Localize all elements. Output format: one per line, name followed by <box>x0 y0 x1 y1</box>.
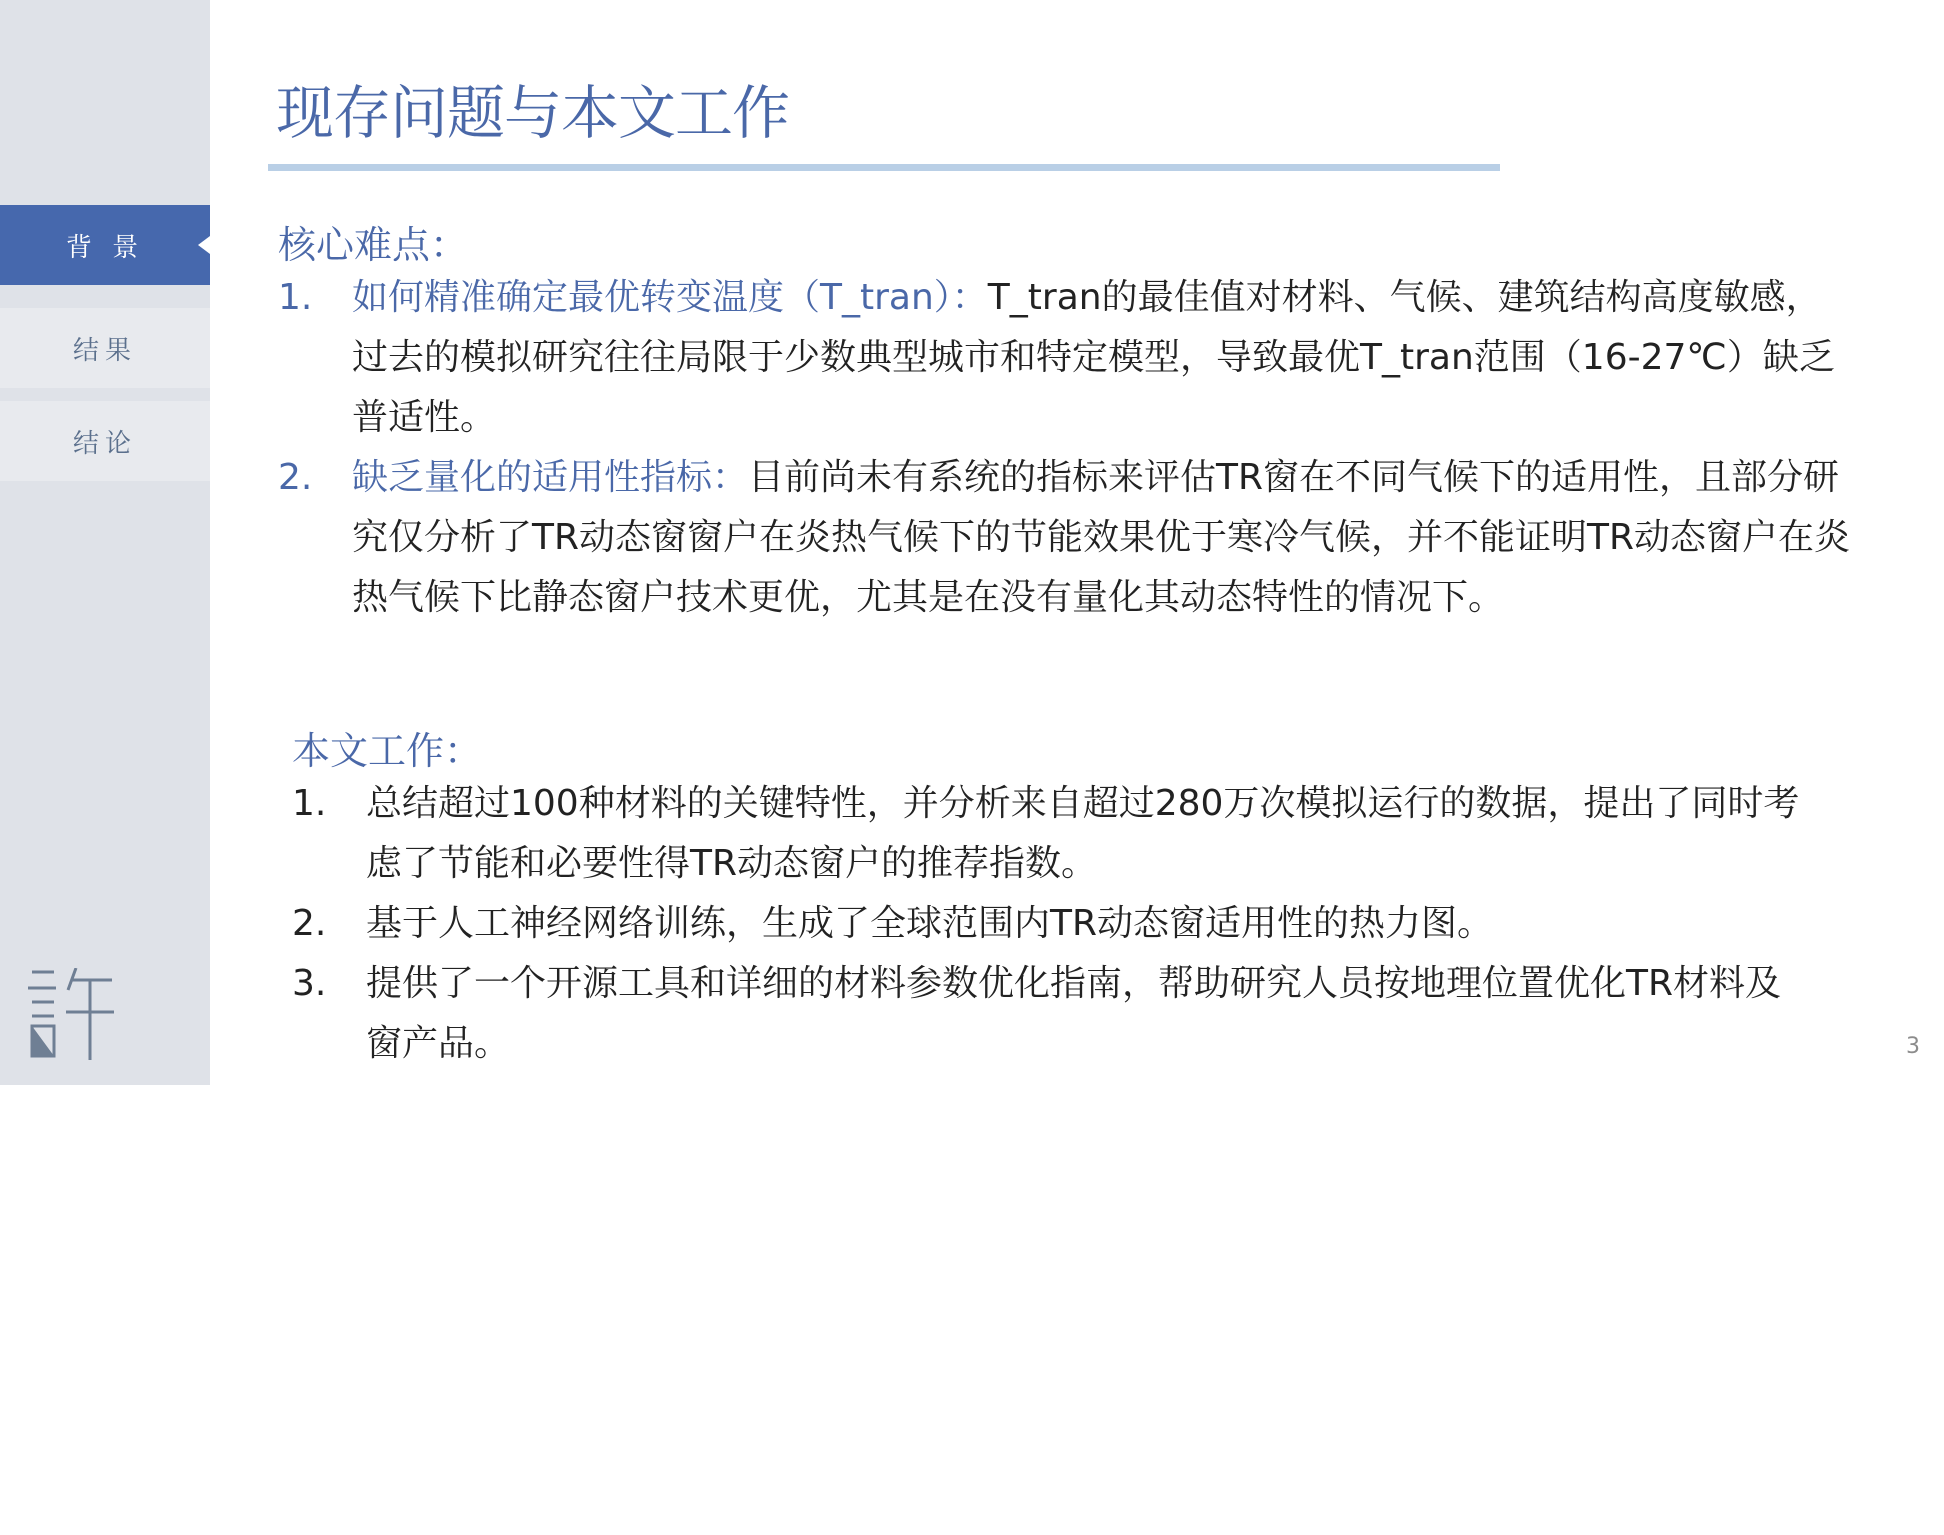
sidebar-item-results[interactable] <box>0 308 210 388</box>
active-pointer-icon <box>198 236 210 254</box>
list-number: 2. <box>292 903 327 944</box>
sidebar <box>0 0 210 1085</box>
title-divider <box>268 164 1500 171</box>
list-item-text: 目前尚未有系统的指标来评估TR窗在不同气候下的适用性，且部分研究仅分析了TR动态窗窗户在炎热气候下的节能效果优于寒冷气候，并不能证明TR动态窗户在炎热气候下比静态窗户技术更优，尤其是在没有量化其动态特性的情况下。 <box>352 457 1851 618</box>
list-item-lead: 如何精准确定最优转变温度（T_tran）： <box>352 277 988 318</box>
list-item <box>292 894 1816 954</box>
core-difficulties-heading: 核心难点： <box>278 223 469 267</box>
sidebar-item-conclusion[interactable] <box>0 401 210 481</box>
list-item-text: T_tran的最佳值对材料、气候、建筑结构高度敏感，过去的模拟研究往往局限于少数典型城市和特定模型，导致最优T_tran范围（16-27℃）缺乏普适性。 <box>352 277 1835 438</box>
list-item <box>278 448 1852 628</box>
list-item-text: 总结超过100种材料的关键特性，并分析来自超过280万次模拟运行的数据，提出了同时考虑了节能和必要性得TR动态窗户的推荐指数。 <box>366 783 1800 884</box>
this-work-heading: 本文工作： <box>292 729 483 773</box>
sidebar-item-label: 背 景 <box>65 232 145 263</box>
list-number: 3. <box>292 963 327 1004</box>
sidebar-item-label: 结果 <box>72 335 137 366</box>
list-item-text: 提供了一个开源工具和详细的材料参数优化指南，帮助研究人员按地理位置优化TR材料及窗产品。 <box>366 963 1782 1064</box>
list-item <box>278 268 1852 448</box>
xu-character-logo-icon <box>28 968 114 1060</box>
list-item-body <box>352 268 1852 448</box>
list-item-body <box>352 448 1852 628</box>
list-number: 1. <box>278 277 313 318</box>
list-number: 1. <box>292 783 327 824</box>
list-item <box>292 774 1816 894</box>
page-number: 3 <box>1906 1034 1920 1059</box>
sidebar-item-background[interactable] <box>0 205 210 285</box>
page-title: 现存问题与本文工作 <box>276 79 790 147</box>
list-item-lead: 缺乏量化的适用性指标： <box>352 457 749 498</box>
sidebar-item-label: 结论 <box>72 428 137 459</box>
list-item <box>292 954 1816 1074</box>
list-number: 2. <box>278 457 313 498</box>
list-item-text: 基于人工神经网络训练，生成了全球范围内TR动态窗适用性的热力图。 <box>366 903 1494 944</box>
